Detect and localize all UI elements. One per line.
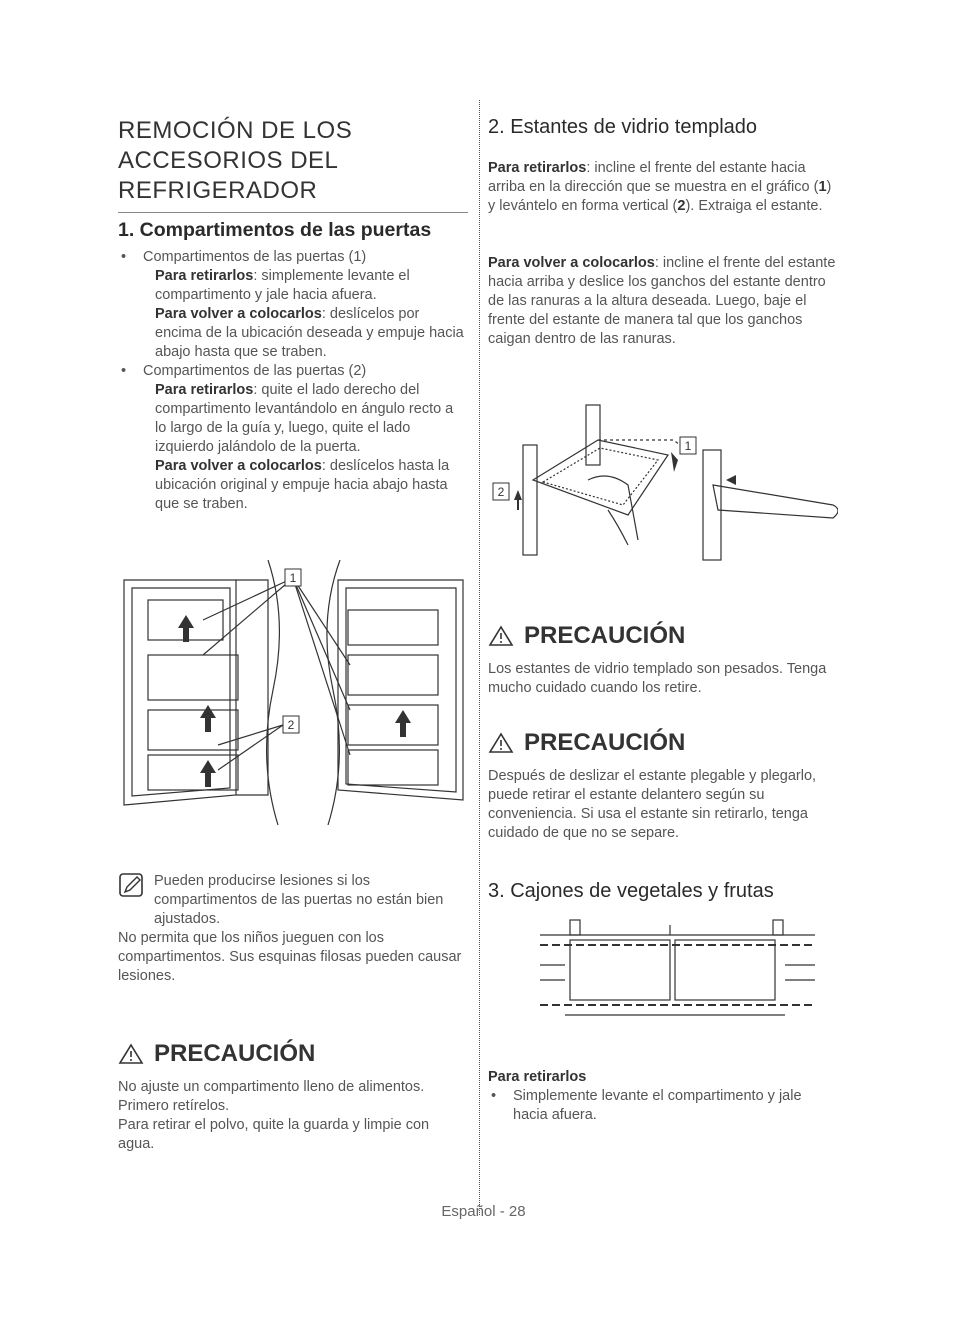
remove-text: : simplemente levante el compartimento y jale hacia afuera.: [155, 268, 410, 303]
note-followup: No permita que los niños jueguen con los compartimentos. Sus esquinas filosas pueden causar lesiones.: [118, 930, 462, 984]
section-3: [488, 880, 838, 903]
shelf-replace-paragraph: [488, 254, 838, 349]
replace-text: : deslícelos por encima de la ubicación deseada y empuje hacia abajo hasta que se traben.: [155, 306, 464, 360]
caution-heading: [488, 729, 838, 757]
callout-1: 1: [289, 571, 297, 585]
bullet-2-text: Compartimentos de las puertas (2): [143, 363, 367, 379]
bullet-1-text: Compartimentos de las puertas (1): [143, 249, 367, 265]
caution-title: PRECAUCIÓN: [524, 622, 686, 649]
remove-num-1: 1: [818, 179, 827, 195]
glass-shelf-figure: [488, 400, 838, 570]
warning-triangle-icon: [488, 732, 514, 754]
caution-block-left: [118, 1040, 458, 1154]
remove-label: Para retirarlos: [155, 268, 254, 284]
caution-text: Después de deslizar el estante plegable y plegarlo, puede retirar el estante delantero según su conveniencia. Si usa el estante sin retirarlo, tenga cuidado de que no se separe.: [488, 768, 817, 841]
door-bins-figure: [118, 560, 468, 825]
right-column: [488, 116, 838, 349]
section-3-title: 3. Cajones de vegetales y frutas: [488, 880, 774, 902]
list-item: [118, 248, 468, 362]
caution-title: PRECAUCIÓN: [524, 729, 686, 756]
section-2-title: 2. Estantes de vidrio templado: [488, 116, 758, 138]
replace-label: Para volver a colocarlos: [488, 255, 655, 271]
caution-block-right-1: [488, 622, 838, 698]
warning-triangle-icon: [118, 1043, 144, 1065]
list-item: • Simplemente levante el compartimento y jale hacia afuera.: [488, 1087, 838, 1125]
caution-block-right-2: [488, 729, 838, 843]
replace-text: : deslícelos hasta la ubicación original y empuje hacia abajo hasta que se traben.: [155, 458, 450, 512]
bullet-2-replace: [143, 457, 468, 514]
remove-text-a: : incline el frente del estante hacia arriba en la dirección que se muestra en el gráfico (: [488, 160, 819, 195]
page-title: [118, 116, 468, 206]
caution-heading: [488, 622, 838, 650]
note-pencil-icon: [118, 872, 146, 900]
caution-line-2: Para retirar el polvo, quite la guarda y limpie con agua.: [118, 1117, 430, 1152]
title-line-3: REFRIGERADOR: [118, 177, 318, 204]
remove-text-b: ) y levántelo en forma vertical (: [488, 179, 832, 214]
shelf-remove-paragraph: [488, 159, 838, 216]
bullet-2-remove: [143, 381, 468, 457]
title-line-1: REMOCIÓN DE LOS: [118, 117, 353, 144]
bullet-1-remove: [143, 267, 468, 305]
left-column: [118, 116, 468, 514]
caution-title: PRECAUCIÓN: [154, 1040, 316, 1067]
callout-2: 2: [287, 718, 295, 732]
list-item: [118, 362, 468, 514]
remove-label: Para retirarlos: [488, 160, 587, 176]
caution-line-1: No ajuste un compartimento lleno de alimentos. Primero retírelos.: [118, 1079, 425, 1114]
replace-label: Para volver a colocarlos: [155, 458, 322, 474]
note-text: Pueden producirse lesiones si los compartimentos de las puertas no están bien ajustados.: [154, 873, 444, 927]
shelf-callout-2: 2: [497, 485, 505, 499]
remove-text-c: ). Extraiga el estante.: [685, 198, 823, 214]
vegetable-drawer-figure: [535, 915, 820, 1030]
title-line-2: ACCESORIOS DEL: [118, 147, 339, 174]
replace-label: Para volver a colocarlos: [155, 306, 322, 322]
replace-text: : incline el frente del estante hacia arriba y deslice los ganchos del estante dentro de las ranuras a la altura deseada. Luego, baje el frente del estante de manera tal que los ganchos caigan dentro de las ranuras.: [488, 255, 836, 347]
section-1-title: 1. Compartimentos de las puertas: [118, 219, 432, 241]
title-rule: [118, 212, 468, 213]
caution-text: Los estantes de vidrio templado son pesados. Tenga mucho cuidado cuando los retire.: [488, 661, 827, 696]
column-divider: [479, 100, 480, 1215]
page-number: Español - 28: [441, 1203, 526, 1220]
shelf-callout-1: 1: [684, 439, 692, 453]
remove-label: Para retirarlos: [155, 382, 254, 398]
warning-triangle-icon: [488, 625, 514, 647]
drawer-remove-list: [488, 1087, 838, 1125]
drawer-remove-block: [488, 1068, 838, 1125]
note-block: [118, 872, 468, 986]
drawer-remove-label: Para retirarlos: [488, 1069, 587, 1085]
bullet-1-replace: [143, 305, 468, 362]
caution-heading: [118, 1040, 458, 1068]
remove-num-2: 2: [677, 198, 686, 214]
remove-text: : quite el lado derecho del compartimento levantándolo en ángulo recto a lo largo de la guía y, luego, quite el lado izquierdo jalándolo de la puerta.: [155, 382, 454, 455]
door-bins-list: [118, 248, 468, 514]
